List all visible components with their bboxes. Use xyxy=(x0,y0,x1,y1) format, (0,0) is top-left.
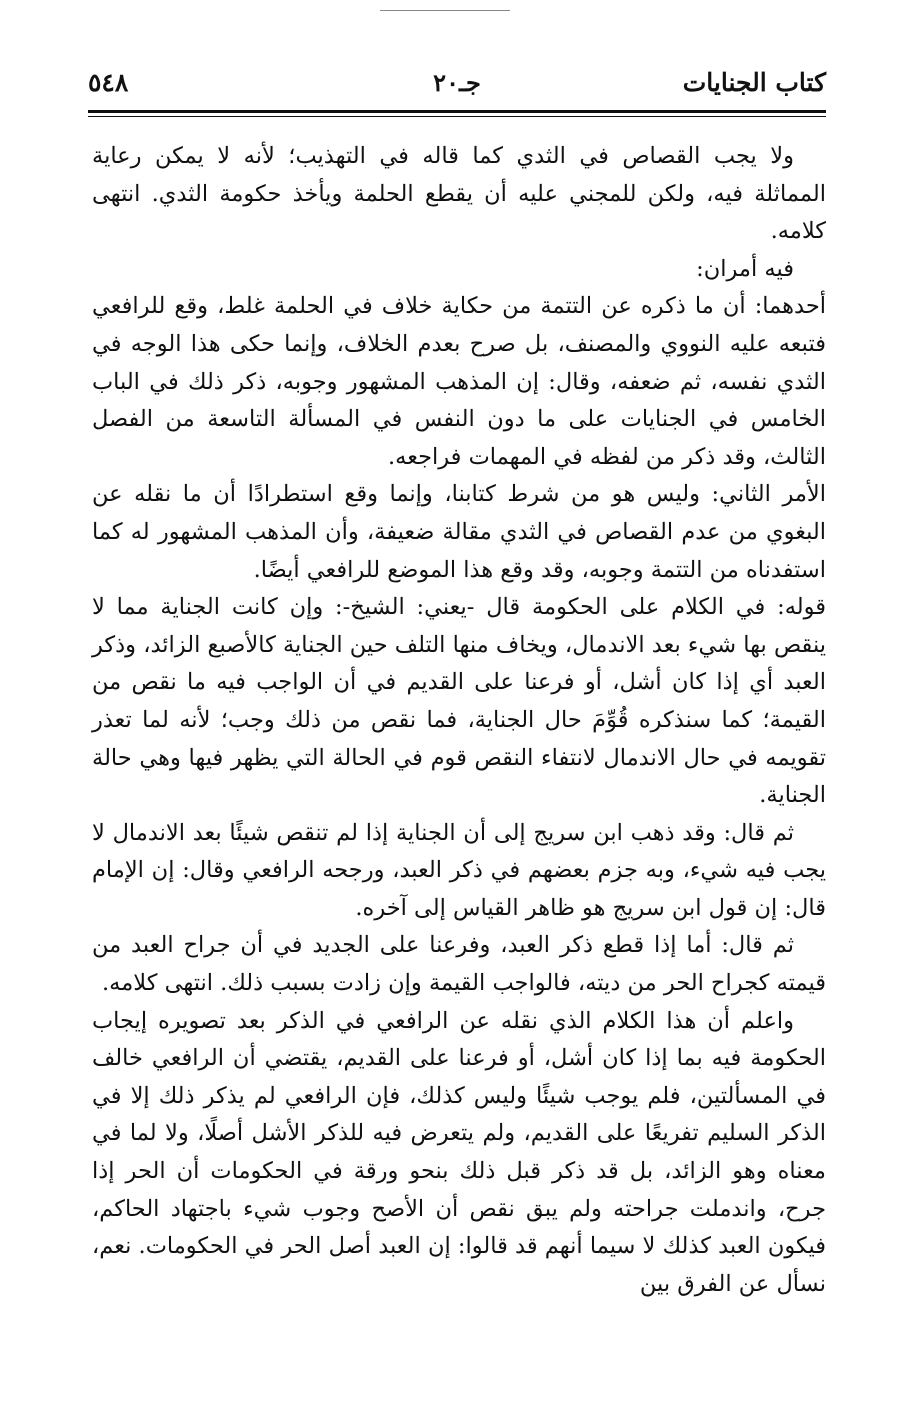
paragraph-1: ولا يجب القصاص في الثدي كما قاله في التهذيب؛ لأنه لا يمكن رعاية المماثلة فيه، ولكن للمجني عليه أن يقطع الحلمة ويأخذ حكومة الثدي. انتهى كلامه. xyxy=(92,143,826,245)
header-rule-thick xyxy=(88,110,826,113)
paragraph-2: فيه أمران: xyxy=(696,255,794,282)
paragraph-4: الأمر الثاني: وليس هو من شرط كتابنا، وإنما وقع استطرادًا أن ما نقله عن البغوي من عدم القصاص في الثدي مقالة ضعيفة، وأن المذهب المشهور له كما استفدناه من التتمة وجوبه، وقد وقع هذا الموضع للرافعي أيضًا. xyxy=(92,481,826,583)
page-body xyxy=(92,138,826,1303)
top-edge-line xyxy=(380,10,510,11)
book-title: كتاب الجنايات xyxy=(682,68,826,97)
running-header xyxy=(88,68,826,108)
page-number: ٥٤٨ xyxy=(88,68,129,97)
volume-number: جـ٢٠ xyxy=(433,68,481,97)
paragraph-7: ثم قال: أما إذا قطع ذكر العبد، وفرعنا على الجديد في أن جراح العبد من قيمته كجراح الحر من ديته، فالواجب القيمة وإن زادت بسبب ذلك. انتهى كلامه. xyxy=(92,932,826,997)
header-rule-thin xyxy=(88,116,826,117)
paragraph-8: واعلم أن هذا الكلام الذي نقله عن الرافعي في الذكر بعد تصويره إيجاب الحكومة فيه بما إذا كان أشل، أو فرعنا على القديم، يقتضي أن الرافعي خالف في المسألتين، فلم يوجب شيئًا وليس كذلك، فإن الرافعي لم يذكر ذلك إلا في الذكر السليم تفريعًا على القديم، ولم يتعرض فيه للذكر الأشل أصلًا، ولا لما في معناه وهو الزائد، بل قد ذكر قبل ذلك بنحو ورقة في الحكومات أن الحر إذا جرح، واندملت جراحته ولم يبق نقص أن الأصح وجوب شيء باجتهاد الحاكم، فيكون العبد كذلك لا سيما أنهم قد قالوا: إن العبد أصل الحر في الحكومات. نعم، نسأل عن الفرق بين xyxy=(92,1007,826,1297)
paragraph-3: أحدهما: أن ما ذكره عن التتمة من حكاية خلاف في الحلمة غلط، وقع للرافعي فتبعه عليه النووي والمصنف، بل صرح بعدم الخلاف، وإنما حكى هذا الوجه في الثدي نفسه، ثم ضعفه، وقال: إن المذهب المشهور وجوبه، ذكر ذلك في الباب الخامس في الجنايات على ما دون النفس في المسألة التاسعة من الفصل الثالث، وقد ذكر من لفظه في المهمات فراجعه. xyxy=(92,293,826,470)
paragraph-6: ثم قال: وقد ذهب ابن سريج إلى أن الجناية إذا لم تنقص شيئًا بعد الاندمال لا يجب فيه شيء، وبه جزم بعضهم في ذكر العبد، ورجحه الرافعي وقال: إن الإمام قال: إن قول ابن سريج هو ظاهر القياس إلى آخره. xyxy=(92,819,826,921)
paragraph-5: قوله: في الكلام على الحكومة قال -يعني: الشيخ-: وإن كانت الجناية مما لا ينقص بها شيء بعد الاندمال، ويخاف منها التلف حين الجناية كالأصبع الزائد، وذكر العبد أي إذا كان أشل، أو فرعنا على القديم في أن الواجب فيه ما نقص من القيمة؛ كما سنذكره قُوِّمَ حال الجناية، فما نقص من ذلك وجب؛ لأنه لما تعذر تقويمه في حال الاندمال لانتفاء النقص قوم في الحالة التي يظهر فيها وهي حالة الجناية. xyxy=(92,594,826,809)
